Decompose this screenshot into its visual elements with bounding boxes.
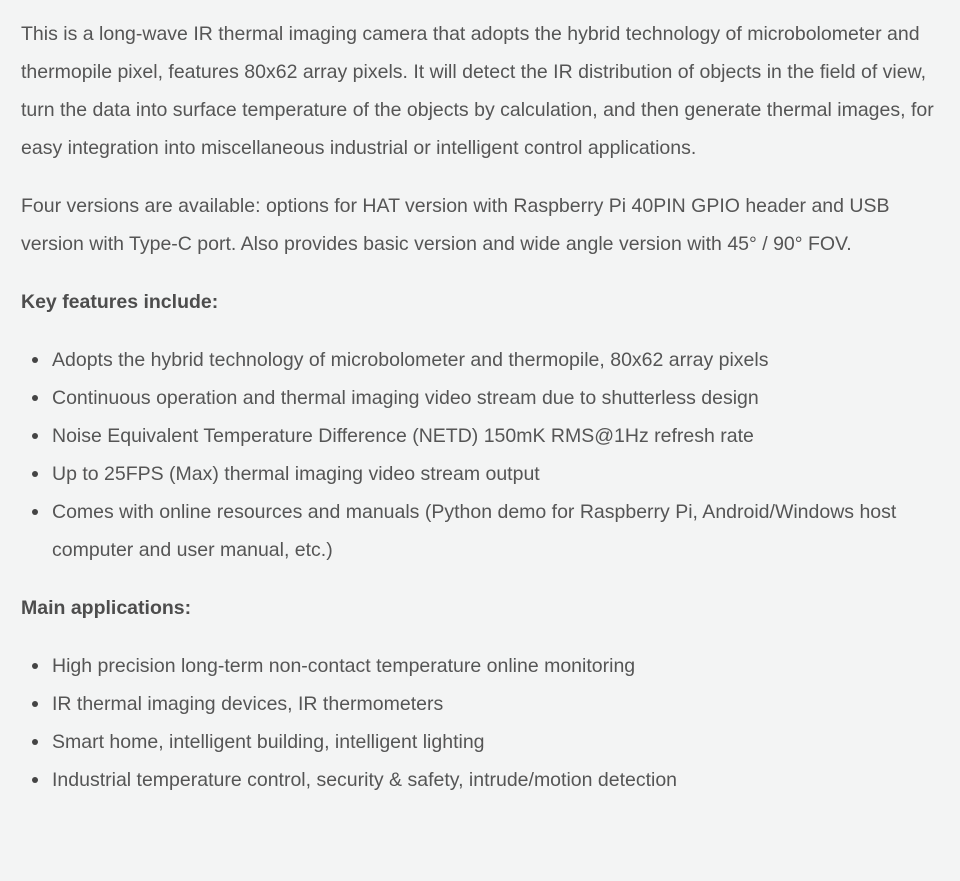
list-item-text: Continuous operation and thermal imaging video stream due to shutterless design xyxy=(52,387,759,409)
bullet-icon xyxy=(32,701,38,707)
list-item-text: High precision long-term non-contact temperature online monitoring xyxy=(52,655,636,677)
bullet-icon xyxy=(32,663,38,669)
list-item xyxy=(52,493,942,569)
bullet-icon xyxy=(32,509,38,515)
key-features-heading: Key features include: xyxy=(21,291,219,313)
bullet-icon xyxy=(32,777,38,783)
bullet-icon xyxy=(32,357,38,363)
list-item xyxy=(52,647,942,685)
list-item-text: Adopts the hybrid technology of microbolometer and thermopile, 80x62 array pixels xyxy=(52,349,769,371)
bullet-icon xyxy=(32,395,38,401)
list-item-text: IR thermal imaging devices, IR thermometers xyxy=(52,693,444,715)
list-item xyxy=(52,723,942,761)
versions-paragraph: Four versions are available: options for HAT version with Raspberry Pi 40PIN GPIO header and USB version with Type-C port. Also provides basic version and wide angle version with 45° / 90° FOV. xyxy=(21,195,890,255)
list-item-text: Noise Equivalent Temperature Difference (NETD) 150mK RMS@1Hz refresh rate xyxy=(52,425,754,447)
main-applications-heading: Main applications: xyxy=(21,597,192,619)
key-features-list xyxy=(21,341,942,569)
bullet-icon xyxy=(32,739,38,745)
list-item-text: Smart home, intelligent building, intelligent lighting xyxy=(52,731,485,753)
list-item xyxy=(52,455,942,493)
list-item xyxy=(52,341,942,379)
bullet-icon xyxy=(32,471,38,477)
main-applications-list xyxy=(21,647,942,799)
list-item xyxy=(52,685,942,723)
intro-paragraph: This is a long-wave IR thermal imaging camera that adopts the hybrid technology of microbolometer and thermopile pixel, features 80x62 array pixels. It will detect the IR distribution of objects in the field of view, turn the data into surface temperature of the objects by calculation, and then generate thermal images, for easy integration into miscellaneous industrial or intelligent control applications. xyxy=(21,23,934,159)
list-item-text: Up to 25FPS (Max) thermal imaging video stream output xyxy=(52,463,540,485)
bullet-icon xyxy=(32,433,38,439)
list-item xyxy=(52,417,942,455)
list-item-text: Industrial temperature control, security & safety, intrude/motion detection xyxy=(52,769,678,791)
list-item xyxy=(52,761,942,799)
list-item xyxy=(52,379,942,417)
list-item-text: Comes with online resources and manuals (Python demo for Raspberry Pi, Android/Windows host computer and user manual, etc.) xyxy=(52,501,897,561)
